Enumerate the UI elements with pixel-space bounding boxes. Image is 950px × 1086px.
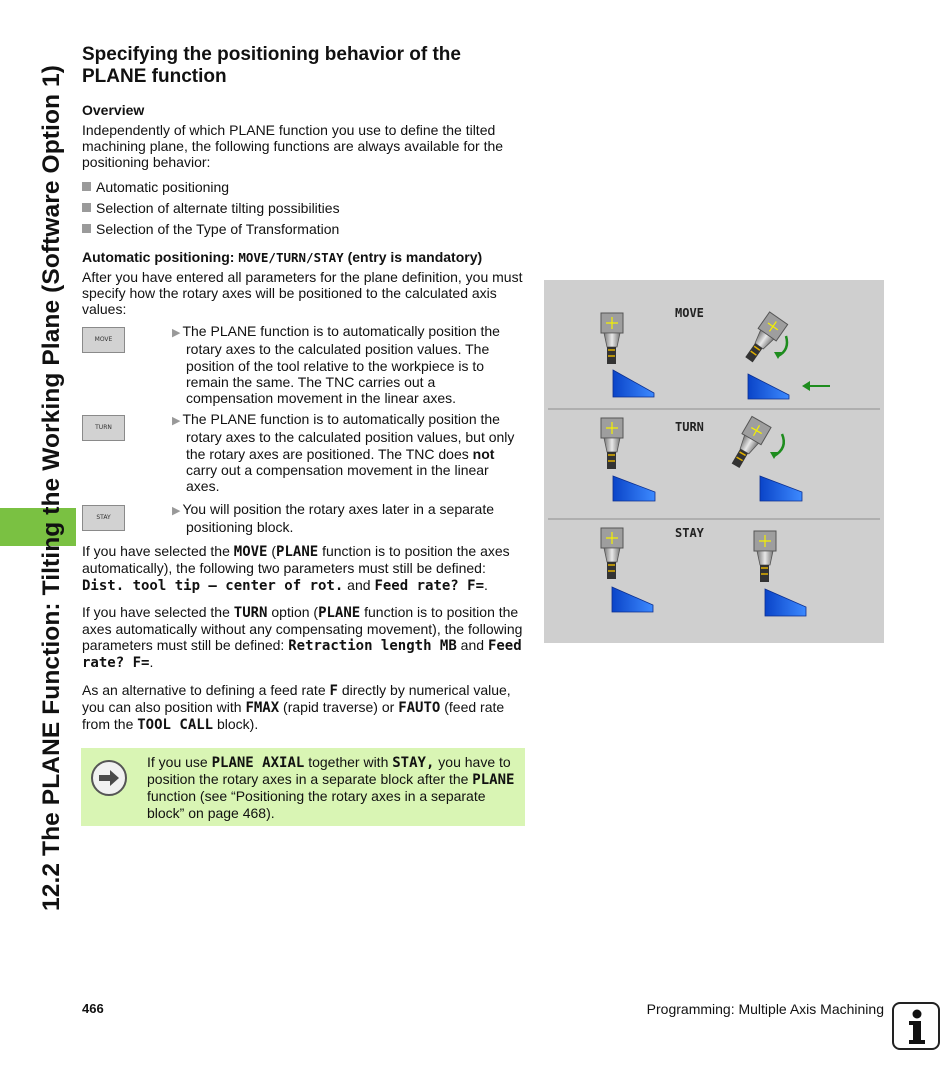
note-box <box>81 748 525 826</box>
overview-heading: Overview <box>82 102 145 118</box>
list-item: Automatic positioning <box>82 179 524 195</box>
auto-positioning-text: After you have entered all parameters for the plane definition, you must specify how the rotary axes will be positioned to the calculated axis values: <box>82 268 523 318</box>
turn-parameters-text: If you have selected the TURN option (PLANE function is to position the axes automatically without any compensating movement), the following parameters must still be defined: Retraction length MB and Feed rate? F=. <box>82 603 523 672</box>
move-panel <box>601 306 830 399</box>
footer-chapter-title: Programming: Multiple Axis Machining <box>646 1001 884 1017</box>
option-move <box>82 323 524 405</box>
option-description: ▶ The PLANE function is to automatically position the rotary axes to the calculated position values. The position of the tool relative to the workpiece is to remain the same. The TNC carries out a compensation movement in the linear axes. <box>172 323 500 407</box>
workpiece-shape <box>612 587 653 612</box>
tool-vertical-icon <box>601 528 623 579</box>
auto-positioning-heading: Automatic positioning: MOVE/TURN/STAY (entry is mandatory) <box>82 248 483 265</box>
option-description: ▶ You will position the rotary axes later in a separate positioning block. <box>172 501 495 536</box>
overview-text: Independently of which PLANE function you use to define the tilted machining plane, the following functions are always available for the positioning behavior: <box>82 122 504 171</box>
option-description: ▶ The PLANE function is to automatically position the rotary axes to the calculated position values, but only the rotary axes are positioned. The TNC does not carry out a compensation movement in the linear axes. <box>172 411 515 495</box>
main-content <box>82 44 524 739</box>
info-icon <box>892 1002 940 1050</box>
figure-label-stay: STAY <box>675 526 704 540</box>
workpiece-shape <box>613 370 654 397</box>
figure-label-move: MOVE <box>675 306 704 320</box>
triangle-right-icon: ▶ <box>172 415 181 428</box>
workpiece-shape <box>765 589 806 616</box>
option-stay <box>82 501 524 539</box>
tool-vertical-icon <box>754 531 776 582</box>
move-softkey[interactable]: MOVE <box>82 327 125 353</box>
triangle-right-icon: ▶ <box>172 327 181 340</box>
stay-panel <box>601 526 806 616</box>
list-item: Selection of alternate tilting possibilities <box>82 200 524 216</box>
workpiece-shape <box>613 476 655 501</box>
bullet-square-icon <box>82 182 91 191</box>
section-heading: Specifying the positioning behavior of the PLANE function <box>82 44 461 87</box>
tool-tilted-icon <box>740 312 787 366</box>
turn-softkey[interactable]: TURN <box>82 415 125 441</box>
workpiece-shape <box>748 374 789 399</box>
move-parameters-text: If you have selected the MOVE (PLANE function is to position the axes automatically), the following two parameters must still be defined: Dist. tool tip – center of rot. and Feed rate? F=. <box>82 543 510 594</box>
note-text: If you use PLANE AXIAL together with STAY, you have to position the rotary axes in a separate block after the PLANE function (see “Positioning the rotary axes in a separate block” on page 468). <box>147 754 515 821</box>
list-item: Selection of the Type of Transformation <box>82 221 524 237</box>
workpiece-shape <box>760 476 802 501</box>
feed-rate-alternative-text: As an alternative to defining a feed rate F directly by numerical value, you can also position with FMAX (rapid traverse) or FAUTO (feed rate from the TOOL CALL block). <box>82 681 511 734</box>
option-turn <box>82 411 524 495</box>
bullet-square-icon <box>82 224 91 233</box>
stay-softkey[interactable]: STAY <box>82 505 125 531</box>
tool-vertical-icon <box>601 313 623 364</box>
figure-label-turn: TURN <box>675 420 704 434</box>
arrow-right-circle-icon <box>91 760 127 796</box>
chapter-side-title: 12.2 The PLANE Function: Tilting the Working Plane (Software Option 1) <box>38 65 65 911</box>
positioning-behavior-illustration <box>544 280 884 643</box>
tool-tilted-icon <box>726 416 771 471</box>
triangle-right-icon: ▶ <box>172 505 181 518</box>
turn-panel <box>601 416 802 501</box>
tool-vertical-icon <box>601 418 623 469</box>
page-number: 466 <box>82 1001 104 1016</box>
bullet-square-icon <box>82 203 91 212</box>
feature-list <box>82 179 524 237</box>
